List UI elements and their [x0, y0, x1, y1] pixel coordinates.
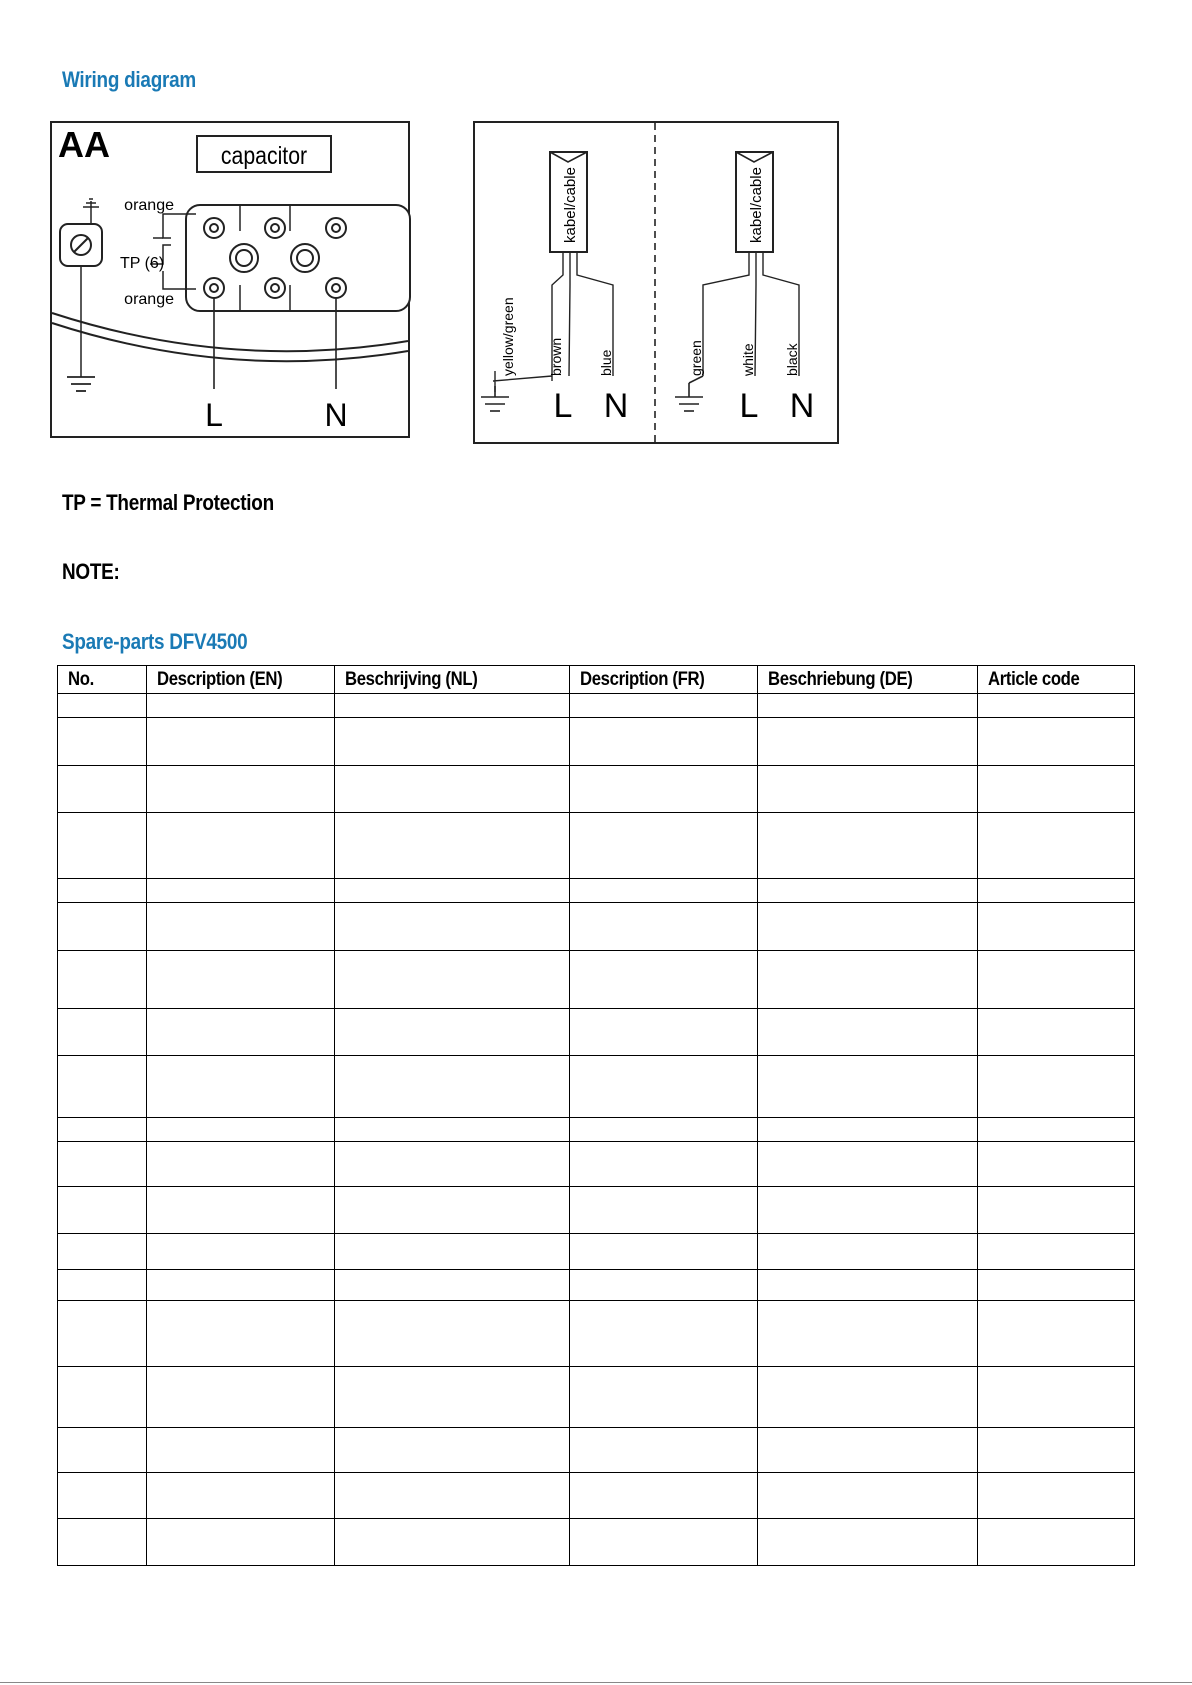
table-row: [58, 951, 1135, 1009]
table-cell: [758, 1009, 978, 1056]
note-label: NOTE:: [62, 559, 120, 584]
wire-label-yellow-green: yellow/green: [500, 297, 516, 376]
table-cell: [58, 1270, 147, 1301]
table-row: [58, 1367, 1135, 1428]
table-row: [58, 903, 1135, 951]
table-cell: [147, 1519, 335, 1566]
table-cell: [758, 1234, 978, 1270]
table-cell: [570, 1142, 758, 1187]
table-cell: [58, 951, 147, 1009]
table-cell: [570, 1056, 758, 1118]
table-cell: [570, 766, 758, 813]
table-cell: [335, 1009, 570, 1056]
tp-label: TP (6): [120, 255, 165, 272]
table-cell: [58, 766, 147, 813]
table-cell: [147, 766, 335, 813]
table-cell: [758, 951, 978, 1009]
table-cell: [758, 1301, 978, 1367]
table-row: [58, 1428, 1135, 1473]
table-cell: [570, 1473, 758, 1519]
wiring-diagram-cable: [473, 121, 839, 445]
table-cell: [58, 1367, 147, 1428]
table-row: [58, 1519, 1135, 1566]
table-row: [58, 694, 1135, 718]
table-cell: [758, 1187, 978, 1234]
terminal-n-right: N: [789, 387, 815, 425]
table-cell: [147, 1473, 335, 1519]
table-cell: [58, 1009, 147, 1056]
table-cell: [570, 1519, 758, 1566]
table-row: [58, 1473, 1135, 1519]
table-cell: [758, 903, 978, 951]
table-cell: [58, 718, 147, 766]
table-cell: [58, 1301, 147, 1367]
table-cell: [978, 694, 1135, 718]
table-cell: [978, 718, 1135, 766]
wire-label-white: white: [740, 343, 756, 376]
table-cell: [570, 1428, 758, 1473]
table-cell: [147, 1367, 335, 1428]
table-row: [58, 766, 1135, 813]
terminal-l-left: L: [553, 387, 573, 425]
tp-legend: TP = Thermal Protection: [62, 490, 274, 515]
table-cell: [978, 1428, 1135, 1473]
table-cell: [978, 1056, 1135, 1118]
table-row: [58, 1301, 1135, 1367]
table-header-row: [58, 666, 1135, 694]
table-cell: [978, 1519, 1135, 1566]
table-cell: [978, 1142, 1135, 1187]
table-cell: [147, 718, 335, 766]
table-cell: [570, 1009, 758, 1056]
table-cell: [335, 1473, 570, 1519]
table-row: [58, 1270, 1135, 1301]
table-cell: [570, 903, 758, 951]
table-row: [58, 1056, 1135, 1118]
wiring-diagram-aa: [50, 121, 410, 439]
table-cell: [570, 951, 758, 1009]
terminal-l-label: L: [205, 397, 223, 433]
table-cell: [58, 1056, 147, 1118]
table-cell: [58, 813, 147, 879]
table-cell: [758, 718, 978, 766]
table-cell: [758, 694, 978, 718]
table-cell: [978, 1367, 1135, 1428]
table-cell: [570, 718, 758, 766]
table-cell: [335, 694, 570, 718]
table-cell: [758, 1428, 978, 1473]
table-cell: [335, 1056, 570, 1118]
table-cell: [147, 1270, 335, 1301]
table-cell: [147, 1056, 335, 1118]
table-cell: [147, 903, 335, 951]
table-cell: [570, 1118, 758, 1142]
table-cell: [147, 879, 335, 903]
cable-left: [481, 152, 628, 425]
table-cell: [147, 1234, 335, 1270]
table-cell: [335, 1187, 570, 1234]
table-cell: [978, 1118, 1135, 1142]
table-cell: [58, 1187, 147, 1234]
table-cell: [335, 951, 570, 1009]
table-cell: [570, 879, 758, 903]
wire-label-blue: blue: [598, 349, 614, 376]
table-row: [58, 1142, 1135, 1187]
spare-parts-table: [57, 665, 1135, 1566]
table-cell: [58, 1142, 147, 1187]
ground-symbol-icon: [481, 386, 509, 411]
table-cell: [335, 766, 570, 813]
table-cell: [570, 1187, 758, 1234]
ground-screw-icon: [60, 199, 102, 391]
page-bottom-rule: [0, 1682, 1192, 1683]
table-cell: [978, 951, 1135, 1009]
table-cell: [570, 1367, 758, 1428]
table-cell: [58, 1118, 147, 1142]
table-cell: [758, 1056, 978, 1118]
table-row: [58, 1009, 1135, 1056]
table-cell: [147, 1187, 335, 1234]
table-cell: [58, 1234, 147, 1270]
table-cell: [335, 1234, 570, 1270]
wire-label-black: black: [784, 343, 800, 376]
table-cell: [147, 951, 335, 1009]
table-cell: [335, 1118, 570, 1142]
table-cell: [147, 1142, 335, 1187]
table-cell: [147, 1009, 335, 1056]
table-row: [58, 813, 1135, 879]
table-row: [58, 879, 1135, 903]
table-row: [58, 1187, 1135, 1234]
table-cell: [335, 903, 570, 951]
table-cell: [335, 879, 570, 903]
table-cell: [147, 1118, 335, 1142]
table-cell: [570, 1301, 758, 1367]
terminal-n-label: N: [324, 397, 348, 433]
table-cell: [758, 1473, 978, 1519]
table-cell: [758, 766, 978, 813]
table-cell: [147, 813, 335, 879]
table-cell: [978, 1473, 1135, 1519]
col-header-article-code: Article code: [978, 666, 1135, 694]
table-cell: [978, 1009, 1135, 1056]
table-cell: [335, 1367, 570, 1428]
col-header-beschrijving-nl: Beschrijving (NL): [335, 666, 570, 694]
table-cell: [570, 694, 758, 718]
table-cell: [58, 1519, 147, 1566]
table-cell: [978, 1234, 1135, 1270]
table-cell: [978, 766, 1135, 813]
table-cell: [758, 1270, 978, 1301]
diagram-aa-label: AA: [58, 124, 110, 165]
spare-parts-heading: Spare-parts DFV4500: [62, 629, 248, 654]
table-cell: [978, 903, 1135, 951]
table-cell: [978, 813, 1135, 879]
table-cell: [335, 1270, 570, 1301]
cable-label-right: kabel/cable: [748, 167, 765, 243]
wire-label-brown: brown: [548, 337, 564, 376]
table-cell: [147, 1428, 335, 1473]
table-cell: [335, 1301, 570, 1367]
cable-label-left: kabel/cable: [562, 167, 579, 243]
capacitor-label: capacitor: [220, 141, 308, 170]
table-cell: [758, 813, 978, 879]
table-cell: [570, 1234, 758, 1270]
table-cell: [335, 1519, 570, 1566]
table-cell: [758, 1142, 978, 1187]
table-cell: [335, 1142, 570, 1187]
col-header-description-en: Description (EN): [147, 666, 335, 694]
table-cell: [758, 1118, 978, 1142]
table-row: [58, 718, 1135, 766]
table-cell: [978, 1187, 1135, 1234]
table-cell: [58, 1428, 147, 1473]
table-cell: [570, 1270, 758, 1301]
table-cell: [147, 694, 335, 718]
table-cell: [758, 1367, 978, 1428]
cable-right: [675, 152, 814, 425]
table-cell: [570, 813, 758, 879]
table-cell: [978, 879, 1135, 903]
table-cell: [58, 903, 147, 951]
table-row: [58, 1234, 1135, 1270]
table-row: [58, 1118, 1135, 1142]
col-header-beschriebung-de: Beschriebung (DE): [758, 666, 978, 694]
terminal-l-right: L: [739, 387, 759, 425]
wire-label-orange-top: orange: [124, 197, 174, 214]
table-cell: [758, 879, 978, 903]
col-header-no: No.: [58, 666, 147, 694]
table-cell: [58, 879, 147, 903]
ground-symbol-icon: [675, 376, 703, 411]
table-cell: [147, 1301, 335, 1367]
table-cell: [58, 694, 147, 718]
table-cell: [758, 1519, 978, 1566]
table-cell: [978, 1301, 1135, 1367]
wire-label-orange-bottom: orange: [124, 291, 174, 308]
wire-label-green: green: [688, 340, 704, 376]
table-cell: [335, 813, 570, 879]
col-header-description-fr: Description (FR): [570, 666, 758, 694]
terminal-n-left: N: [603, 387, 629, 425]
table-cell: [335, 718, 570, 766]
wiring-diagram-heading: Wiring diagram: [62, 67, 196, 92]
table-cell: [335, 1428, 570, 1473]
table-cell: [978, 1270, 1135, 1301]
table-cell: [58, 1473, 147, 1519]
